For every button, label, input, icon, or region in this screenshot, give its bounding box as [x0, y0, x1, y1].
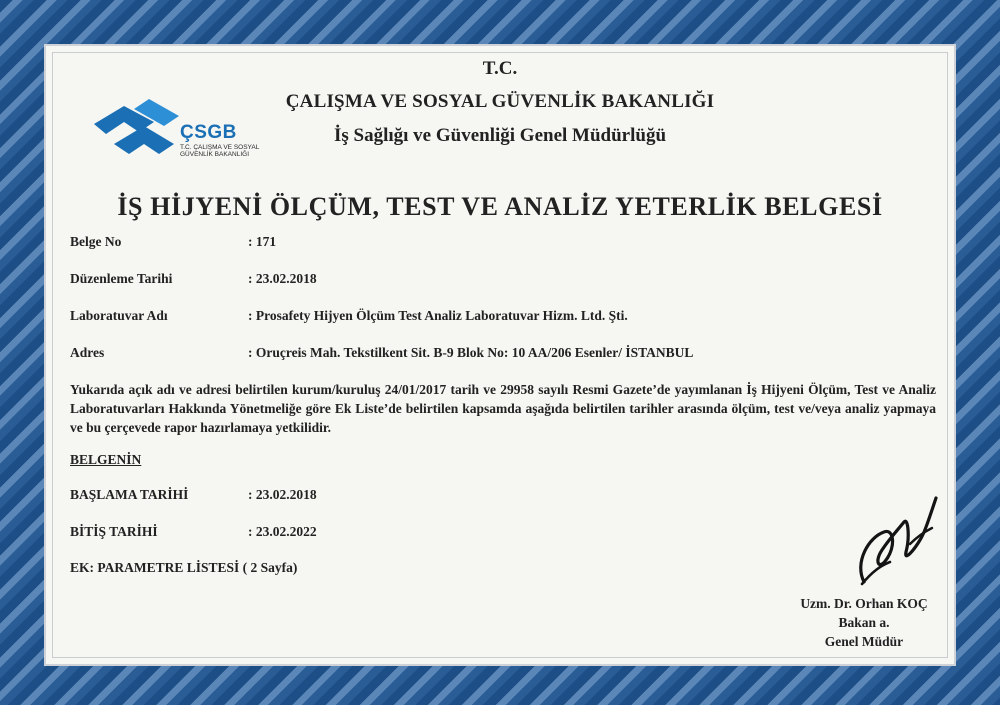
ministry-heading: ÇALIŞMA VE SOSYAL GÜVENLİK BAKANLIĞI	[285, 91, 715, 112]
field-label: BİTİŞ TARİHİ	[70, 524, 158, 539]
annex-note: EK: PARAMETRE LİSTESİ ( 2 Sayfa)	[70, 560, 298, 575]
field-label: Düzenleme Tarihi	[70, 271, 173, 286]
certificate-title: İŞ HİJYENİ ÖLÇÜM, TEST VE ANALİZ YETERLİK BELGESİ	[117, 192, 883, 221]
field-value: : 23.02.2018	[248, 271, 317, 286]
certificate	[44, 44, 956, 666]
field-value: : Prosafety Hijyen Ölçüm Test Analiz Laboratuvar Hizm. Ltd. Şti.	[248, 308, 628, 323]
handwritten-signature	[824, 492, 954, 597]
authorization-text: Yukarıda açık adı ve adresi belirtilen kurum/kuruluş 24/01/2017 tarih ve 29958 sayılı Resmi Gazete’de yayımlanan İş Hijyeni Ölçüm, Test ve Analiz Laboratuvarları Hakkında Yönetmeliğe göre Ek Liste’de belirtilen kapsamda aşağıda belirtilen tarihler arasında ölçüm, test ve/veya analiz yapmaya ve bu çerçevede rapor hazırlamaya yetkilidir.	[70, 382, 936, 435]
field-label: Adres	[70, 345, 105, 360]
field-label: BAŞLAMA TARİHİ	[70, 487, 189, 502]
signatory-name: Uzm. Dr. Orhan KOÇ	[800, 596, 928, 611]
directorate-heading: İş Sağlığı ve Güvenliği Genel Müdürlüğü	[333, 125, 667, 146]
field-value: : 23.02.2022	[248, 524, 317, 539]
country-heading: T.C.	[482, 58, 518, 79]
validity-heading: BELGENİN	[70, 452, 142, 467]
logo-subtitle: T.C. ÇALIŞMA VE SOSYAL GÜVENLİK BAKANLIĞI	[180, 144, 260, 158]
signatory-title: Genel Müdür	[824, 634, 904, 649]
signatory-block	[764, 594, 964, 651]
field-value: : Oruçreis Mah. Tekstilkent Sit. B-9 Blok No: 10 AA/206 Esenler/ İSTANBUL	[248, 345, 694, 360]
field-label: Belge No	[70, 234, 122, 249]
field-label: Laboratuvar Adı	[70, 308, 168, 323]
field-value: : 171	[248, 234, 277, 249]
field-value: : 23.02.2018	[248, 487, 317, 502]
signatory-role: Bakan a.	[838, 615, 890, 630]
logo-acronym: ÇSGB	[180, 122, 237, 143]
